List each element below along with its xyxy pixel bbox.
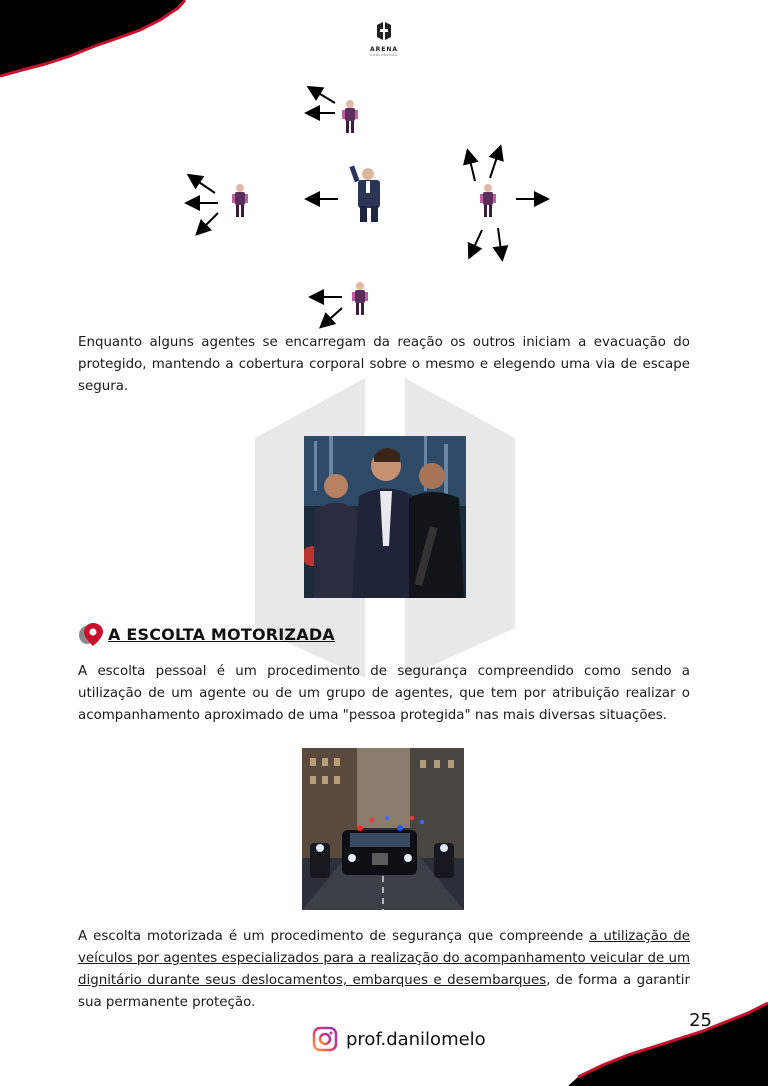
agent-figure-right: [480, 184, 496, 217]
section-title-text: A ESCOLTA MOTORIZADA: [108, 624, 335, 644]
arrow-icon: [498, 228, 502, 258]
motorcade-photo: [302, 748, 464, 910]
escolta-motorizada-paragraph: [78, 926, 690, 1014]
arrow-icon: [470, 230, 482, 256]
arena-logo-icon: [375, 22, 393, 40]
agent-figure-bottom: [352, 282, 368, 315]
agent-figure-left: [232, 184, 248, 217]
arrow-icon: [190, 176, 215, 193]
arrow-icon: [310, 88, 335, 103]
logo-text: ARENA: [369, 46, 399, 53]
escolta-motorizada-intro: A escolta motorizada é um procedimento de segurança que compreende: [78, 929, 590, 944]
instagram-icon: [312, 1026, 338, 1052]
escolta-motorizada-end: , de forma a garantir sua permanente proteção.: [78, 973, 690, 1010]
top-left-corner-decoration: [0, 0, 190, 80]
protected-person-figure: [349, 165, 380, 222]
arrow-icon: [198, 213, 218, 233]
location-pin-icon: [78, 621, 104, 647]
page-number: 25: [689, 1010, 712, 1031]
evacuation-diagram: [170, 78, 570, 338]
evacuation-paragraph: Enquanto alguns agentes se encarregam da reação os outros iniciam a evacuação do protegido, mantendo a cobertura corporal sobre o mesmo e elegendo uma via de escape segura.: [78, 335, 690, 394]
agent-figure-top: [342, 100, 358, 133]
section-title-escolta-motorizada: [78, 620, 335, 648]
instagram-handle[interactable]: prof.danilomelo: [346, 1028, 486, 1050]
arena-logo: [362, 22, 406, 57]
arrow-icon: [490, 148, 500, 178]
footer-instagram[interactable]: [312, 1026, 486, 1052]
bodyguards-photo: [304, 436, 466, 598]
escolta-motorizada-definition: a utilização de veículos por agentes especializados para a realização do acompanhamento veicular de um dignitário durante seus deslocamentos, embarques e desembarques: [78, 929, 690, 988]
escolta-pessoal-paragraph: A escolta pessoal é um procedimento de segurança compreendido como sendo a utilização de um agente ou de um grupo de agentes, que tem por atribuição realizar o acompanhamento aproximado de uma "pessoa protegida" nas mais diversas situações.: [78, 664, 690, 723]
logo-subtext: CONCURSEIRO: [370, 53, 398, 57]
arrow-icon: [468, 152, 475, 181]
arrow-icon: [322, 308, 342, 326]
